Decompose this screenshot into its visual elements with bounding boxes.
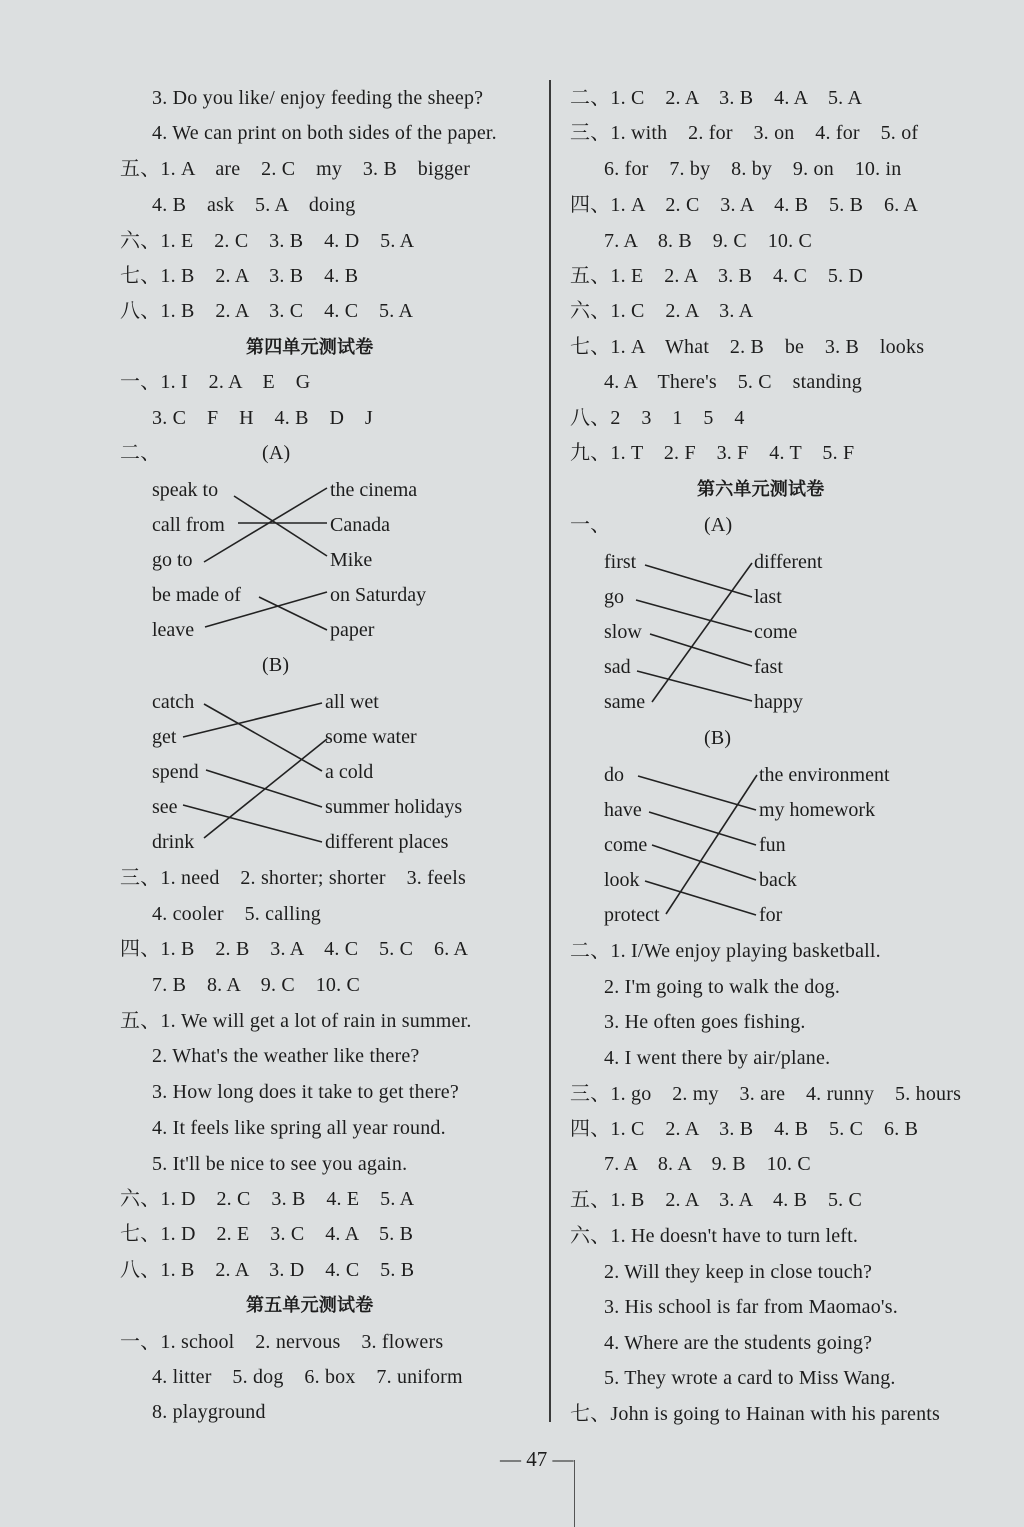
answer-line: 4. cooler 5. calling	[152, 903, 321, 925]
match-right-item: all wet	[325, 691, 379, 713]
match-line	[206, 770, 322, 807]
answer-line: 四、1. B 2. B 3. A 4. C 5. C 6. A	[120, 938, 469, 960]
answer-line: 2. I'm going to walk the dog.	[604, 976, 841, 998]
answer-line: 一、1. I 2. A E G	[120, 371, 311, 393]
match-line	[204, 739, 327, 838]
match-right-item: Mike	[330, 549, 373, 571]
match-line	[645, 881, 756, 915]
match-left-item: do	[604, 764, 624, 786]
answer-line: 五、1. We will get a lot of rain in summer.	[120, 1010, 472, 1032]
answer-line: 五、1. A are 2. C my 3. B bigger	[120, 158, 471, 180]
match-left-item: spend	[152, 761, 199, 783]
match-left-item: sad	[604, 656, 631, 678]
match-left-item: first	[604, 551, 637, 573]
answer-line: 七、1. A What 2. B be 3. B looks	[570, 336, 925, 358]
match-line	[652, 563, 752, 702]
part-label: (B)	[262, 654, 290, 676]
answer-line: 3. C F H 4. B D J	[152, 407, 373, 429]
answer-line: 二、1. C 2. A 3. B 4. A 5. A	[570, 87, 863, 109]
match-line	[204, 704, 322, 771]
match-right-item: back	[759, 869, 797, 891]
match-left-item: drink	[152, 831, 195, 853]
answer-line: 八、2 3 1 5 4	[570, 407, 745, 429]
answer-line: 三、1. with 2. for 3. on 4. for 5. of	[570, 122, 919, 144]
match-right-item: paper	[330, 619, 375, 641]
match-left-item: call from	[152, 514, 225, 536]
answer-line: 7. B 8. A 9. C 10. C	[152, 974, 361, 996]
part-label: (B)	[704, 727, 732, 749]
match-line	[650, 634, 752, 666]
match-left-item: have	[604, 799, 642, 821]
answer-line: 4. I went there by air/plane.	[604, 1047, 831, 1069]
page-number: — 47 —	[500, 1447, 574, 1471]
match-right-item: happy	[754, 691, 803, 713]
match-right-item: fast	[754, 656, 783, 678]
match-line	[645, 565, 752, 597]
match-left-item: be made of	[152, 584, 241, 606]
question-label: 二、	[120, 442, 161, 464]
answer-line: 7. A 8. B 9. C 10. C	[604, 230, 813, 252]
part-label: (A)	[704, 514, 733, 536]
answer-line: 三、1. need 2. shorter; shorter 3. feels	[120, 867, 466, 889]
match-right-item: different places	[325, 831, 449, 853]
answer-line: 3. How long does it take to get there?	[152, 1081, 459, 1103]
match-line	[652, 845, 756, 880]
answer-line: 四、1. C 2. A 3. B 4. B 5. C 6. B	[570, 1118, 919, 1140]
answer-line: 八、1. B 2. A 3. D 4. C 5. B	[120, 1259, 415, 1281]
section-heading: 第六单元测试卷	[697, 479, 825, 500]
match-left-item: protect	[604, 904, 660, 926]
answer-line: 4. We can print on both sides of the paper.	[152, 122, 497, 144]
answer-line: 3. His school is far from Maomao's.	[604, 1296, 898, 1318]
match-right-item: a cold	[325, 761, 374, 783]
gutter-line	[574, 1460, 575, 1527]
answer-line: 七、1. B 2. A 3. B 4. B	[120, 265, 359, 287]
match-left-item: look	[604, 869, 640, 891]
match-right-item: some water	[325, 726, 417, 748]
answer-line: 3. Do you like/ enjoy feeding the sheep?	[152, 87, 484, 109]
match-line	[666, 775, 757, 914]
answer-line: 五、1. B 2. A 3. A 4. B 5. C	[570, 1189, 863, 1211]
answer-line: 4. Where are the students going?	[604, 1332, 873, 1354]
answer-line: 七、John is going to Hainan with his parents	[570, 1403, 941, 1425]
match-right-item: the environment	[759, 764, 890, 786]
match-left-item: see	[152, 796, 178, 818]
match-left-item: get	[152, 726, 177, 748]
match-line	[204, 488, 327, 562]
answer-line: 八、1. B 2. A 3. C 4. C 5. A	[120, 300, 414, 322]
answer-line: 一、1. school 2. nervous 3. flowers	[120, 1331, 444, 1353]
answer-line: 二、1. I/We enjoy playing basketball.	[570, 940, 881, 962]
answer-line: 4. B ask 5. A doing	[152, 194, 356, 216]
match-left-item: come	[604, 834, 648, 856]
answer-line: 5. They wrote a card to Miss Wang.	[604, 1367, 896, 1389]
answer-line: 4. litter 5. dog 6. box 7. uniform	[152, 1366, 463, 1388]
match-left-item: speak to	[152, 479, 219, 501]
match-line	[636, 600, 752, 632]
answer-line: 3. He often goes fishing.	[604, 1011, 806, 1033]
match-right-item: come	[754, 621, 798, 643]
answer-line: 6. for 7. by 8. by 9. on 10. in	[604, 158, 902, 180]
answer-line: 4. It feels like spring all year round.	[152, 1117, 446, 1139]
match-right-item: different	[754, 551, 823, 573]
part-label: (A)	[262, 442, 291, 464]
answer-line: 九、1. T 2. F 3. F 4. T 5. F	[570, 442, 855, 464]
answer-line: 五、1. E 2. A 3. B 4. C 5. D	[570, 265, 864, 287]
section-heading: 第五单元测试卷	[246, 1295, 374, 1316]
answer-line: 7. A 8. A 9. B 10. C	[604, 1153, 811, 1175]
match-left-item: same	[604, 691, 646, 713]
answer-line: 2. What's the weather like there?	[152, 1045, 420, 1067]
match-line	[234, 496, 327, 556]
answer-line: 六、1. D 2. C 3. B 4. E 5. A	[120, 1188, 415, 1210]
answer-line: 5. It'll be nice to see you again.	[152, 1153, 408, 1175]
match-right-item: Canada	[330, 514, 390, 536]
match-right-item: the cinema	[330, 479, 418, 501]
match-left-item: go	[604, 586, 624, 608]
match-left-item: leave	[152, 619, 195, 641]
answer-line: 8. playground	[152, 1401, 266, 1423]
question-label: 一、	[570, 514, 611, 536]
match-left-item: slow	[604, 621, 642, 643]
match-right-item: fun	[759, 834, 786, 856]
answer-line: 六、1. E 2. C 3. B 4. D 5. A	[120, 230, 415, 252]
match-right-item: last	[754, 586, 782, 608]
answer-line: 四、1. A 2. C 3. A 4. B 5. B 6. A	[570, 194, 919, 216]
match-right-item: my homework	[759, 799, 876, 821]
match-left-item: go to	[152, 549, 193, 571]
answer-line: 六、1. C 2. A 3. A	[570, 300, 754, 322]
answer-line: 4. A There's 5. C standing	[604, 371, 863, 393]
match-line	[649, 812, 756, 845]
match-right-item: on Saturday	[330, 584, 427, 606]
match-left-item: catch	[152, 691, 195, 713]
match-right-item: for	[759, 904, 783, 926]
answer-line: 三、1. go 2. my 3. are 4. runny 5. hours	[570, 1083, 962, 1105]
match-line	[183, 805, 322, 842]
answer-line: 七、1. D 2. E 3. C 4. A 5. B	[120, 1223, 414, 1245]
answer-line: 2. Will they keep in close touch?	[604, 1261, 873, 1283]
section-heading: 第四单元测试卷	[246, 337, 374, 358]
match-line	[637, 671, 752, 701]
match-right-item: summer holidays	[325, 796, 463, 818]
answer-line: 六、1. He doesn't have to turn left.	[570, 1225, 859, 1247]
